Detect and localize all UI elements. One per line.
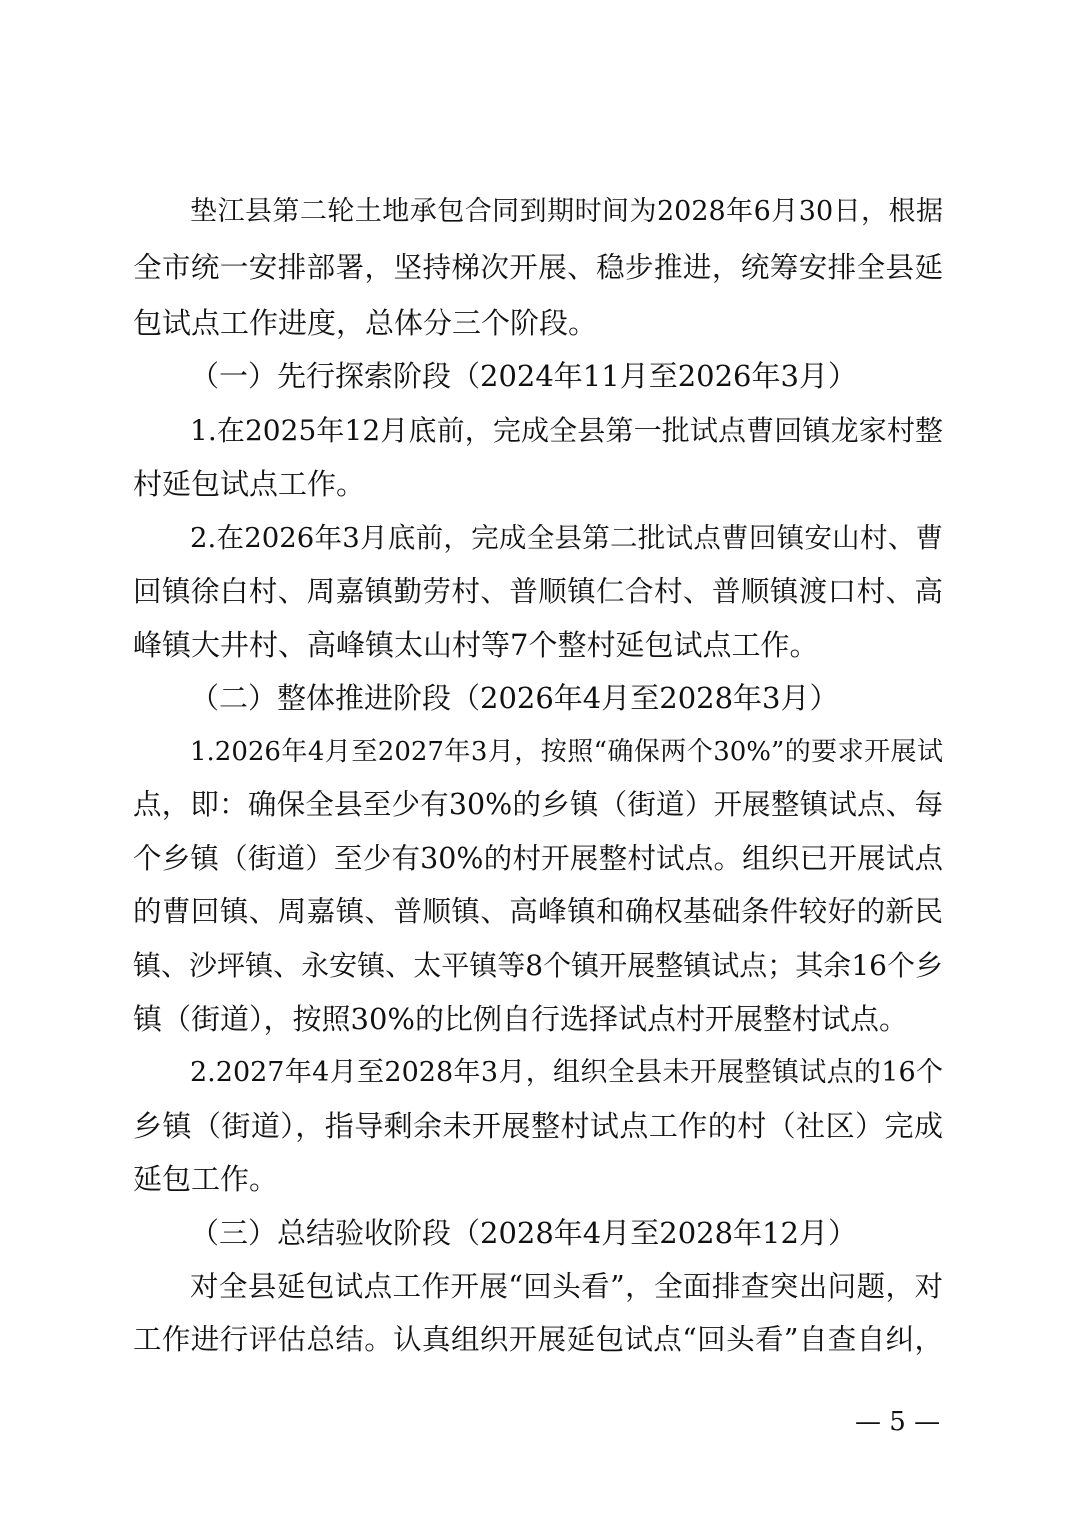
- section-heading: （二）整体推进阶段（2026年4月至2028年3月）: [190, 681, 839, 715]
- text-line: 乡镇（街道），指导剩余未开展整村试点工作的村（社区）完成: [133, 1109, 943, 1143]
- text-line: 1.2026年4月至2027年3月，按照“确保两个30%”的要求开展试: [190, 737, 943, 767]
- text-line: 2.在2026年3月底前，完成全县第二批试点曹回镇安山村、曹: [190, 522, 943, 554]
- text-line: 全市统一安排部署，坚持梯次开展、稳步推进，统筹安排全县延: [133, 251, 943, 284]
- text-line: 延包工作。: [133, 1162, 279, 1196]
- text-line: 村延包试点工作。: [133, 467, 366, 501]
- text-line: 垫江县第二轮土地承包合同到期时间为2028年6月30日，根据: [190, 196, 943, 227]
- page-number: — 5 —: [855, 1407, 941, 1437]
- text-line: 的曹回镇、周嘉镇、普顺镇、高峰镇和确权基础条件较好的新民: [133, 895, 943, 928]
- text-line: 1.在2025年12月底前，完成全县第一批试点曹回镇龙家村整: [190, 414, 943, 447]
- text-line: 回镇徐白村、周嘉镇勤劳村、普顺镇仁合村、普顺镇渡口村、高: [133, 575, 943, 608]
- text-line: 工作进行评估总结。认真组织开展延包试点“回头看”自查自纠，: [133, 1323, 943, 1356]
- text-line: 镇、沙坪镇、永安镇、太平镇等8个镇开展整镇试点；其余16个乡: [133, 949, 943, 982]
- section-heading: （三）总结验收阶段（2028年4月至2028年12月）: [190, 1216, 857, 1250]
- section-heading: （一）先行探索阶段（2024年11月至2026年3月）: [190, 359, 857, 393]
- text-line: 对全县延包试点工作开展“回头看”，全面排查突出问题，对: [190, 1270, 943, 1303]
- text-line: 峰镇大井村、高峰镇太山村等7个整村延包试点工作。: [133, 628, 819, 662]
- text-line: 点，即：确保全县至少有30%的乡镇（街道）开展整镇试点、每: [133, 788, 943, 821]
- text-line: 包试点工作进度，总体分三个阶段。: [133, 306, 598, 340]
- text-line: 个乡镇（街道）至少有30%的村开展整村试点。组织已开展试点: [133, 842, 943, 875]
- text-line: 2.2027年4月至2028年3月，组织全县未开展整镇试点的16个: [190, 1057, 943, 1088]
- text-line: 镇（街道），按照30%的比例自行选择试点村开展整村试点。: [133, 1002, 908, 1036]
